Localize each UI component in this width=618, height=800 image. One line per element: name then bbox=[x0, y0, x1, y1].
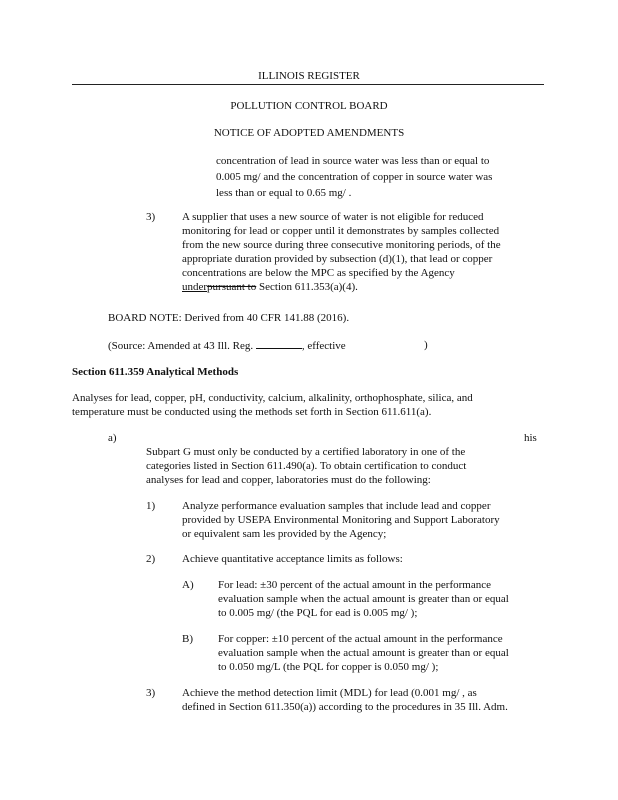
text-line: appropriate duration provided by subsection (d)(1), that lead or copper bbox=[182, 253, 493, 265]
notice-title: NOTICE OF ADOPTED AMENDMENTS bbox=[213, 127, 405, 139]
text-line: temperature must be conducted using the methods set forth in Section 611.611(a). bbox=[72, 406, 432, 418]
board-name: POLLUTION CONTROL BOARD bbox=[230, 100, 388, 112]
text-line: analyses for lead and copper, laboratories must do the following: bbox=[146, 474, 431, 486]
text-line: Analyses for lead, copper, pH, conductivity, calcium, alkalinity, orthophosphate, silica, and bbox=[72, 392, 473, 404]
text-line: Achieve quantitative acceptance limits as follows: bbox=[182, 553, 403, 565]
item-number: 3) bbox=[146, 211, 156, 223]
source-close: ) bbox=[424, 339, 428, 351]
text-line: defined in Section 611.350(a)) according to the procedures in 35 Ill. Adm. bbox=[182, 701, 508, 713]
board-note: BOARD NOTE: Derived from 40 CFR 141.88 (2016). bbox=[108, 312, 350, 324]
section-reference: Section 611.353(a)(4). bbox=[256, 281, 358, 293]
text-line: For copper: ±10 percent of the actual amount in the performance bbox=[218, 633, 503, 645]
item-label: a) bbox=[108, 432, 117, 444]
text-line: categories listed in Section 611.490(a). To obtain certification to conduct bbox=[146, 460, 467, 472]
item-number: 1) bbox=[146, 500, 156, 512]
text-line: evaluation sample when the actual amount is greater than or equal bbox=[218, 593, 509, 605]
text-line: from the new source during three consecutive monitoring periods, of the bbox=[182, 239, 501, 251]
text-fragment: his bbox=[524, 432, 537, 444]
item-number: A) bbox=[182, 579, 194, 591]
section-heading: Section 611.359 Analytical Methods bbox=[72, 366, 239, 378]
deleted-text: pursuant to bbox=[207, 281, 257, 293]
text-line: to 0.005 mg/ (the PQL for ead is 0.005 mg/ ); bbox=[218, 607, 418, 619]
source-line bbox=[108, 339, 346, 353]
text-line: concentration of lead in source water was less than or equal to bbox=[216, 155, 490, 167]
text-line: concentrations are below the MPC as specified by the Agency bbox=[182, 267, 455, 279]
text-line: to 0.050 mg/L (the PQL for copper is 0.050 mg/ ); bbox=[218, 661, 439, 673]
text-line: Subpart G must only be conducted by a certified laboratory in one of the bbox=[146, 446, 466, 458]
source-prefix: (Source: Amended at 43 Ill. Reg. bbox=[108, 340, 254, 352]
text-line: monitoring for lead or copper until it demonstrates by samples collected bbox=[182, 225, 500, 237]
text-line: Achieve the method detection limit (MDL) for lead (0.001 mg/ , as bbox=[182, 687, 477, 699]
item-number: 2) bbox=[146, 553, 156, 565]
item-number: 3) bbox=[146, 687, 156, 699]
text-line: evaluation sample when the actual amount is greater than or equal bbox=[218, 647, 509, 659]
register-blank bbox=[256, 339, 302, 349]
header-rule bbox=[72, 84, 544, 85]
text-line: less than or equal to 0.65 mg/ . bbox=[216, 187, 352, 199]
text-line-amended bbox=[182, 281, 358, 294]
source-suffix: , effective bbox=[301, 340, 346, 352]
item-number: B) bbox=[182, 633, 193, 645]
text-line: A supplier that uses a new source of water is not eligible for reduced bbox=[182, 211, 484, 223]
inserted-text: under bbox=[182, 281, 208, 293]
text-line: Analyze performance evaluation samples that include lead and copper bbox=[182, 500, 491, 512]
text-line: or equivalent sam les provided by the Agency; bbox=[182, 528, 387, 540]
register-title: ILLINOIS REGISTER bbox=[258, 70, 360, 82]
text-line: For lead: ±30 percent of the actual amount in the performance bbox=[218, 579, 491, 591]
text-line: provided by USEPA Environmental Monitoring and Support Laboratory bbox=[182, 514, 500, 526]
text-line: 0.005 mg/ and the concentration of copper in source water was bbox=[216, 171, 493, 183]
